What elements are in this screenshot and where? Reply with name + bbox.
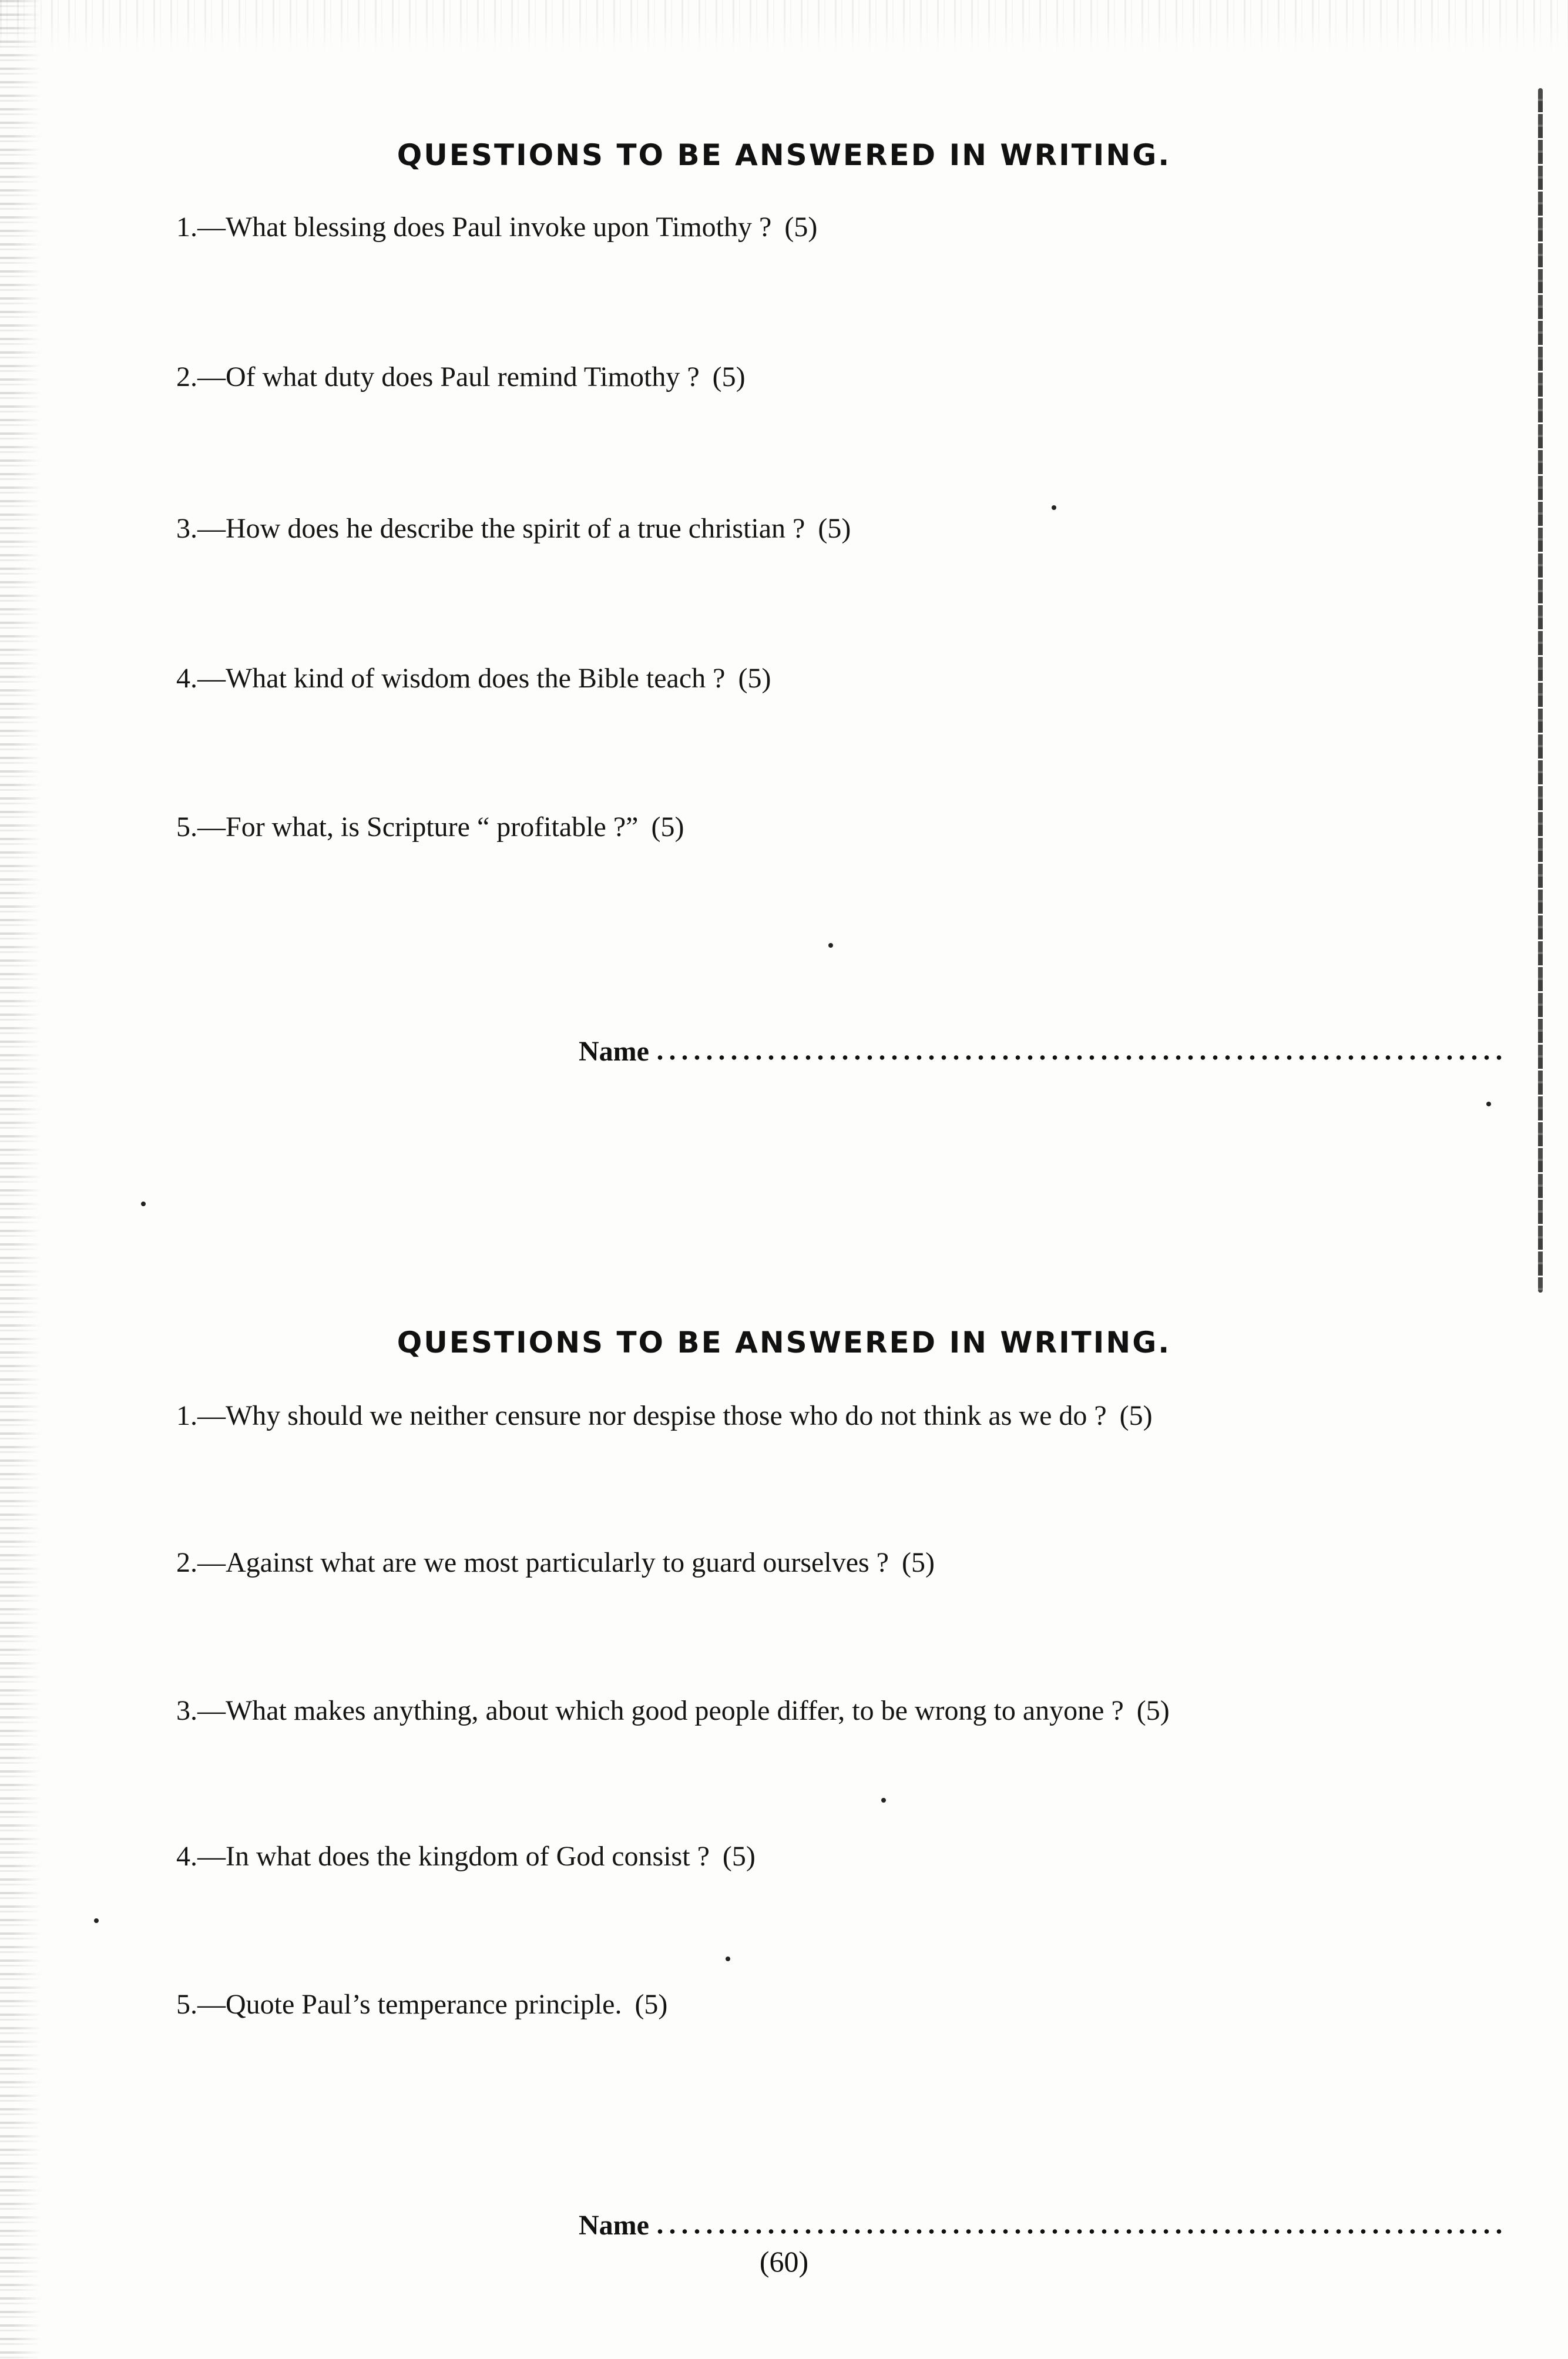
question-number: 5.—: [176, 1989, 226, 2020]
page-number: (60): [759, 2245, 809, 2278]
name-dotted-line: [654, 2229, 1506, 2234]
question-marks: (5): [1119, 1400, 1153, 1431]
question-item: [176, 210, 817, 245]
question-item: [176, 661, 771, 696]
question-marks: (5): [651, 811, 684, 843]
question-item: [176, 1839, 756, 1874]
section-title: QUESTIONS TO BE ANSWERED IN WRITING.: [397, 1326, 1171, 1360]
scan-speck: [1486, 1102, 1491, 1106]
question-item: [176, 1398, 1153, 1434]
question-item: [176, 511, 851, 546]
question-number: 4.—: [176, 663, 226, 694]
question-text: What kind of wisdom does the Bible teach ?: [226, 663, 726, 694]
question-number: 1.—: [176, 1400, 226, 1431]
question-number: 3.—: [176, 1695, 226, 1726]
question-text: Of what duty does Paul remind Timothy ?: [226, 361, 700, 392]
question-marks: (5): [1136, 1695, 1170, 1726]
scan-speck: [94, 1918, 99, 1923]
question-marks: (5): [784, 212, 818, 243]
question-marks: (5): [901, 1547, 935, 1578]
question-text: Quote Paul’s temperance principle.: [226, 1989, 622, 2020]
section-title: QUESTIONS TO BE ANSWERED IN WRITING.: [397, 138, 1171, 172]
question-item: [176, 1693, 1170, 1729]
question-marks: (5): [712, 361, 746, 392]
scan-speck: [1052, 505, 1056, 510]
question-item: [176, 1545, 935, 1581]
name-dotted-line: [654, 1055, 1506, 1061]
scan-speck: [726, 1957, 730, 1961]
question-number: 4.—: [176, 1841, 226, 1872]
question-marks: (5): [722, 1841, 756, 1872]
question-marks: (5): [818, 513, 851, 544]
question-text: How does he describe the spirit of a true christian ?: [226, 513, 805, 544]
question-number: 2.—: [176, 361, 226, 392]
scan-speck: [141, 1202, 146, 1206]
question-number: 5.—: [176, 811, 226, 843]
question-text: For what, is Scripture “ profitable ?”: [226, 811, 639, 843]
question-text: What blessing does Paul invoke upon Timothy ?: [226, 212, 772, 243]
question-item: [176, 1987, 667, 2022]
question-marks: (5): [738, 663, 771, 694]
scan-edge-top: [0, 0, 1568, 53]
scan-edge-left: [0, 0, 41, 2359]
name-label: Name: [579, 2210, 649, 2241]
question-number: 2.—: [176, 1547, 226, 1578]
question-number: 3.—: [176, 513, 226, 544]
question-marks: (5): [634, 1989, 668, 2020]
question-text: In what does the kingdom of God consist ?: [226, 1841, 710, 1872]
question-item: [176, 360, 746, 395]
question-text: Why should we neither censure nor despise those who do not think as we do ?: [226, 1400, 1107, 1431]
question-text: Against what are we most particularly to guard ourselves ?: [226, 1547, 889, 1578]
scan-speck: [828, 943, 833, 948]
name-field[interactable]: [579, 1034, 1506, 1069]
question-text: What makes anything, about which good people differ, to be wrong to anyone ?: [226, 1695, 1124, 1726]
question-item: [176, 810, 684, 845]
scan-speck: [881, 1798, 886, 1803]
scan-edge-right: [1538, 88, 1543, 1293]
name-field[interactable]: [579, 2208, 1506, 2243]
question-number: 1.—: [176, 212, 226, 243]
name-label: Name: [579, 1036, 649, 1067]
